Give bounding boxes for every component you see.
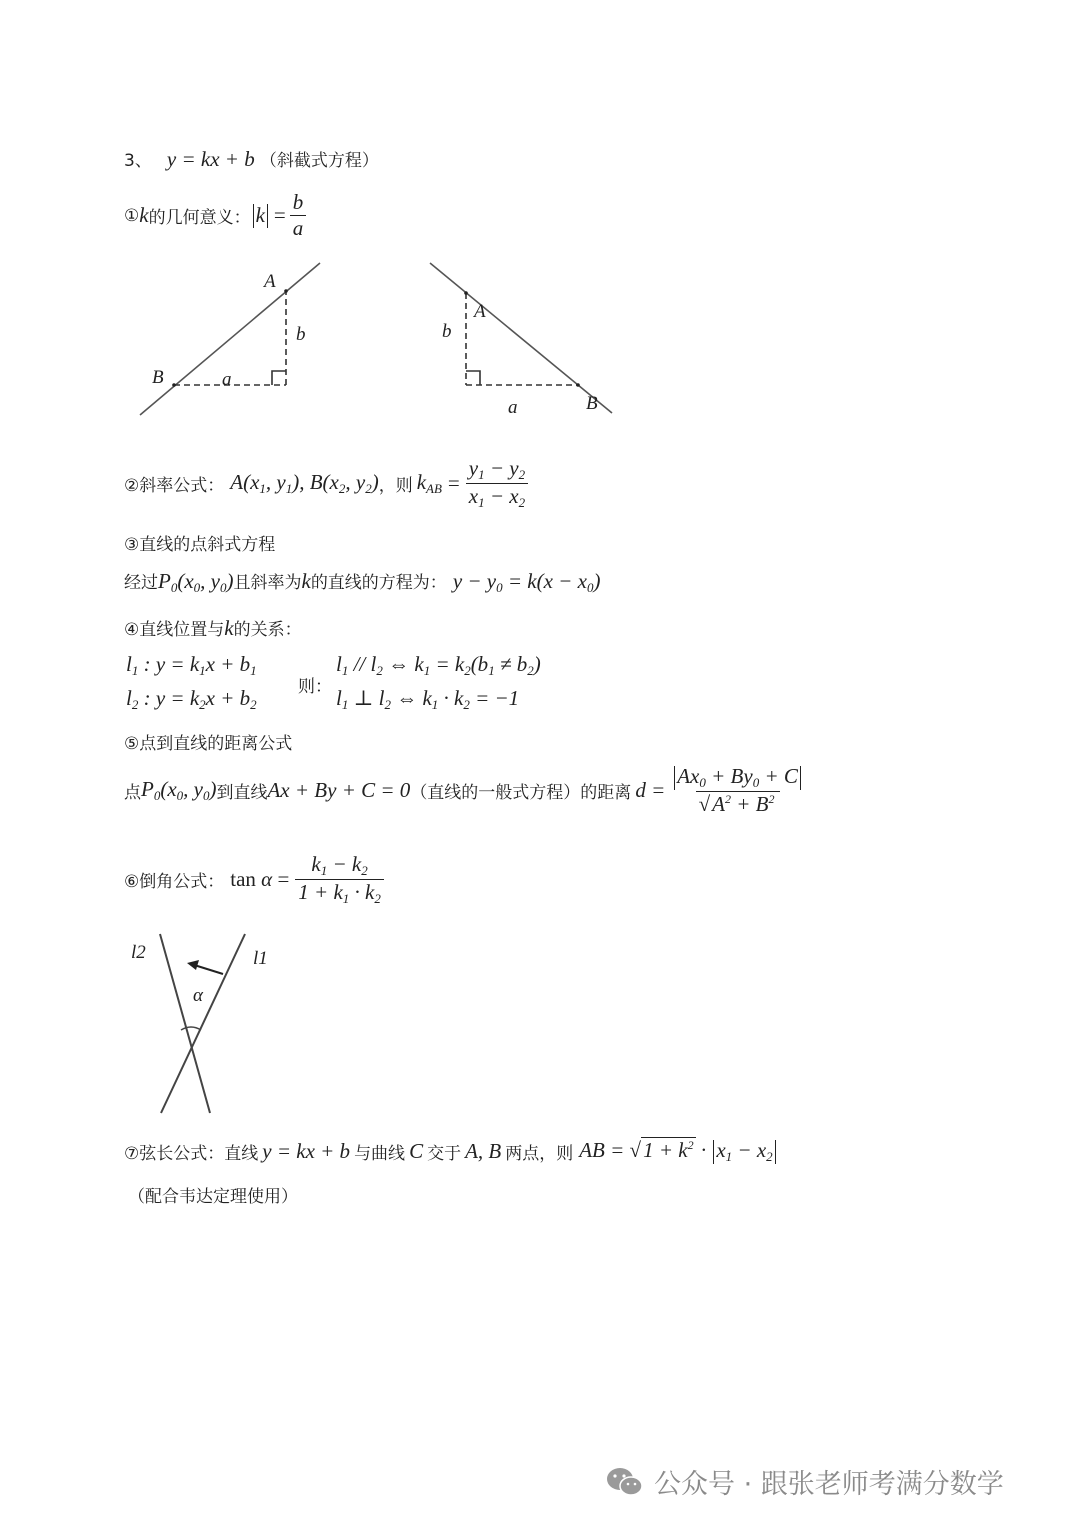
general-line-equation: Ax + By + C = 0 bbox=[267, 778, 411, 802]
label-l2: l2 bbox=[131, 942, 146, 963]
distance-fraction: $\frac{Ax_0 + By_0 + C}{√A^2 + B^2}$ bbox=[669, 764, 806, 817]
angle-fraction: $\frac{k_1 - k_2}{1 + k_1 \cdot k_2}$ bbox=[295, 852, 384, 907]
slope-intercept-formula: y = kx + b bbox=[166, 147, 255, 171]
point-slope-formula: $y - y_0 = k(x - x_0)$ bbox=[452, 569, 601, 595]
point-P0: $P_0(x_0$, $y_0$) bbox=[158, 569, 234, 595]
point-P0: $P_0(x_0$, $y_0$) bbox=[141, 777, 217, 803]
item-7: ⑦弦长公式：直线 y = kx + b 与曲线 C 交于 A, B 两点，则 AB = $√1 + k^2 \cdot x_1 - x_2$ bbox=[124, 1138, 778, 1165]
item-5-title: ⑤点到直线的距离公式 bbox=[124, 734, 293, 754]
tan-alpha: tan α = bbox=[230, 867, 290, 891]
line-l1-equation: $l_1$ : $y = k_1x + b_1$ bbox=[126, 652, 257, 678]
item-4-title: ④直线位置与 k 的关系： bbox=[124, 616, 302, 640]
item-7-label: ⑦弦长公式：直线 bbox=[124, 1144, 259, 1164]
then-text: 则 bbox=[395, 476, 413, 496]
points-AB: $A(x_1$, $y_1$), $B(x_2$, $y_2$) bbox=[230, 470, 379, 496]
chord-length-formula: AB = $√1 + k^2 \cdot x_1 - x_2$ bbox=[579, 1138, 777, 1165]
item-2-label: ②斜率公式： bbox=[124, 476, 225, 496]
item-3-title: ③直线的点斜式方程 bbox=[124, 535, 276, 555]
wechat-icon bbox=[604, 1464, 646, 1500]
figure-angle-between-lines bbox=[125, 928, 285, 1118]
label-A: A bbox=[264, 271, 276, 292]
then-text: 则： bbox=[298, 677, 332, 697]
label-b: b bbox=[442, 321, 452, 342]
equals-sign: = bbox=[273, 203, 286, 227]
points-AB: A, B bbox=[465, 1139, 502, 1163]
watermark bbox=[604, 1462, 1004, 1501]
label-l1: l1 bbox=[253, 948, 268, 969]
watermark-text: 公众号 · 跟张老师考满分数学 bbox=[654, 1469, 1004, 1500]
figure-negative-slope bbox=[420, 255, 620, 425]
label-B: B bbox=[586, 393, 598, 414]
abs-k: k bbox=[255, 203, 265, 227]
section-note: （斜截式方程） bbox=[259, 151, 379, 171]
general-form-note: （直线的一般式方程）的距离 bbox=[410, 783, 632, 803]
figure-positive-slope bbox=[130, 255, 330, 425]
item-3-body: 经过 $P_0(x_0$, $y_0$) 且斜率为 k 的直线的方程为： $y - y_0 = k(x - x_0)$ bbox=[124, 569, 601, 595]
label-a: a bbox=[508, 397, 518, 418]
item-5-body: 点 $P_0(x_0$, $y_0$) 到直线 Ax + By + C = 0 （直线的一般式方程）的距离 d = $\frac{Ax_0 + By_0 + C}{√A^2 + B^2}$ bbox=[124, 764, 806, 817]
fraction-b-over-a: $\frac{b}{a}$ bbox=[290, 190, 307, 241]
label-A: A bbox=[474, 301, 486, 322]
label-b: b bbox=[296, 324, 306, 345]
item-1 bbox=[124, 190, 306, 241]
line-equation: y = kx + b bbox=[262, 1139, 351, 1163]
item-1-marker: ① bbox=[124, 205, 140, 226]
slope-fraction: $\frac{y_1 - y_2}{x_1 - x_2}$ bbox=[466, 456, 528, 511]
section-number: 3、 bbox=[124, 151, 152, 171]
label-a: a bbox=[222, 369, 232, 390]
curve-C: C bbox=[409, 1139, 424, 1163]
item-6-label: ⑥倒角公式： bbox=[124, 872, 225, 892]
slope-kAB: $k_{AB}$ bbox=[416, 470, 442, 496]
vieta-note: （配合韦达定理使用） bbox=[128, 1187, 298, 1207]
line-l2-equation: $l_2$ : $y = k_2x + b_2$ bbox=[126, 686, 257, 712]
item-6 bbox=[124, 852, 384, 907]
parallel-condition: $l_1 // l_2$ ⇔ $k_1 = k_2(b_1 \ne b_2)$ bbox=[336, 652, 541, 678]
item-1-text: 的几何意义： bbox=[148, 208, 251, 228]
section-3-heading bbox=[124, 146, 379, 172]
label-alpha: α bbox=[193, 985, 203, 1006]
var-k: k bbox=[139, 203, 149, 227]
label-B: B bbox=[152, 367, 164, 388]
perpendicular-condition: $l_1$ ⊥ $l_2$ ⇔ $k_1 \cdot k_2 = -1$ bbox=[336, 686, 520, 712]
item-2: ②斜率公式： $A(x_1$, $y_1$), $B(x_2$, $y_2$) ， 则 $k_{AB}$ = $\frac{y_1 - y_2}{x_1 - x_2}$ bbox=[124, 456, 528, 511]
